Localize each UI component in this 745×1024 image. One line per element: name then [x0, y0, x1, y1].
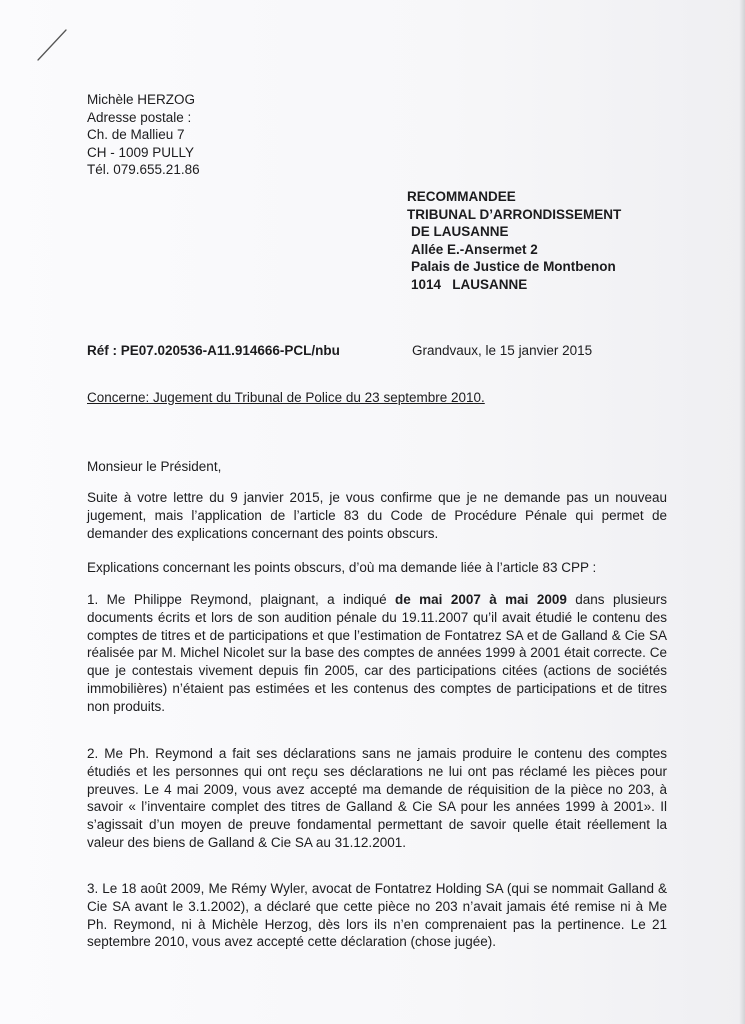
pen-mark-icon [34, 26, 74, 66]
recipient-line: Palais de Justice de Montbenon [411, 259, 616, 274]
paragraph-intro: Suite à votre lettre du 9 janvier 2015, je vous confirme que je ne demande pas un nouveau jugement, mais l’application de l’article 83 du Code de Procédure Pénale qui permet de demander des explications concernant des points obscurs. [87, 490, 667, 541]
sender-name: Michèle HERZOG [87, 92, 196, 107]
recipient-line: Allée E.-Ansermet 2 [411, 241, 538, 257]
sender-phone: Tél. 079.655.21.86 [87, 162, 200, 177]
subject-line: Concerne: Jugement du Tribunal de Police du 23 septembre 2010. [87, 390, 485, 405]
recipient-block [407, 188, 621, 293]
sender-city: CH - 1009 PULLY [87, 144, 195, 160]
letter-date: Grandvaux, le 15 janvier 2015 [412, 343, 593, 358]
recipient-line: TRIBUNAL D’ARRONDISSEMENT [407, 206, 622, 222]
sender-address-label: Adresse postale : [87, 109, 192, 125]
sender-street: Ch. de Mallieu 7 [87, 127, 185, 142]
point-1-text-start: 1. Me Philippe Reymond, plaignant, a indiqué [87, 592, 395, 607]
reference-number: Réf : PE07.020536-A11.914666-PCL/nbu [87, 343, 340, 358]
paragraph-explanations-heading: Explications concernant les points obscurs, d’où ma demande liée à l’article 83 CPP : [87, 560, 597, 575]
recipient-line: DE LAUSANNE [411, 224, 509, 239]
paragraph-point-2: 2. Me Ph. Reymond a fait ses déclarations sans ne jamais produire le contenu des comptes étudiés et les personnes qui ont reçu ses déclarations ne lui ont pas réclamé les pièces pour preuves. Le 4 mai 2009, vous avez accepté ma demande de réquisition de la pièce no 203, à savoir « l’inventaire complet des titres de Galland & Cie SA pour les années 1999 à 2001». Il s’agissait d’un moyen de preuve fondamental permettant de savoir quelle était réellement la valeur des biens de Galland & Cie SA au 31.12.2001. [87, 746, 667, 850]
paragraph-point-3: 3. Le 18 août 2009, Me Rémy Wyler, avocat de Fontatrez Holding SA (qui se nommait Galland & Cie SA avant le 3.1.2002), a déclaré que cette pièce no 203 n’avait jamais été remise ni à Me Ph. Reymond, ni à Michèle Herzog, dès lors ils n’en comprenaient pas la pertinence. Le 21 septembre 2010, vous avez accepté cette déclaration (chose jugée). [87, 881, 667, 950]
salutation: Monsieur le Président, [87, 459, 222, 474]
recipient-line: RECOMMANDEE [407, 189, 516, 204]
point-1-text-end: dans plusieurs documents écrits et lors de son audition pénale du 19.11.2007 qu’il avait étudié le contenu des comptes de titres et de participations et que l’estimation de Fontatrez SA et de Galland & Cie SA réalisée par M. Michel Nicolet sur la base des comptes de années 1999 à 2001 était correcte. Ce que je contestais vivement depuis fin 2005, car des participations citées (actions de sociétés immobilières) n’étaient pas estimées et les contenus des comptes de participations et de titres non produits. [87, 592, 667, 714]
paragraph-point-1 [87, 591, 667, 716]
recipient-line: 1014 LAUSANNE [411, 276, 528, 292]
sender-block [87, 91, 200, 179]
page-edge-shadow [739, 0, 745, 1024]
point-1-bold-dates: de mai 2007 à mai 2009 [395, 592, 567, 607]
